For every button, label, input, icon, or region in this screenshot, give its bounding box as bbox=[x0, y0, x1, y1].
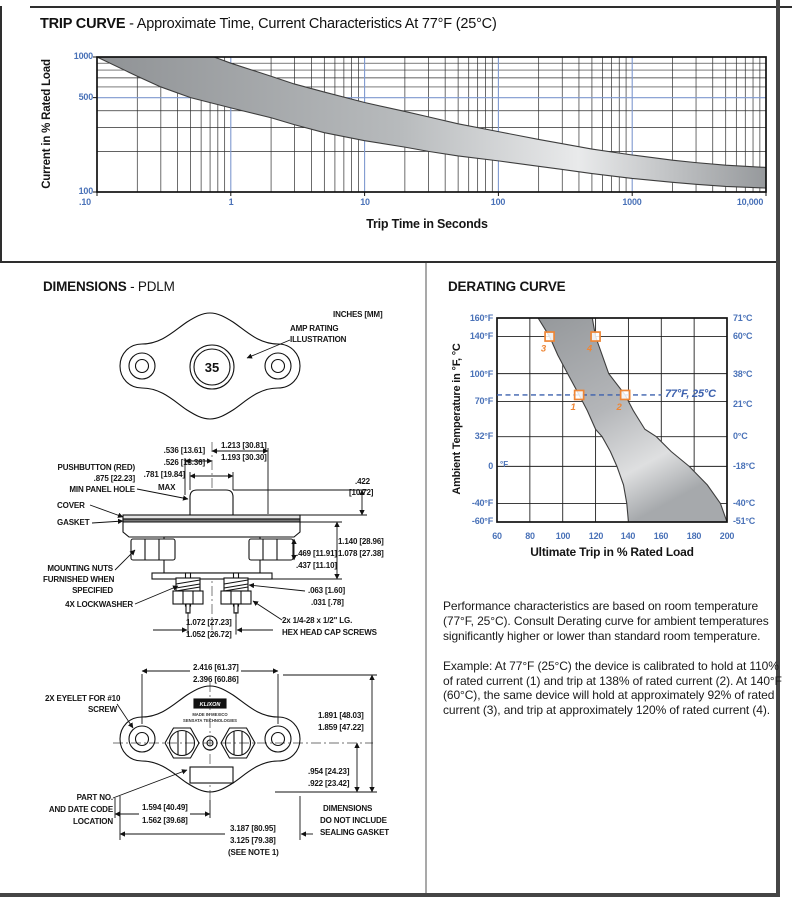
dim-1562: 1.562 [39.68] bbox=[142, 816, 188, 825]
trip-xtick-p1: .10 bbox=[79, 197, 91, 207]
dim-2396: 2.396 [60.86] bbox=[193, 675, 239, 684]
derating-plot bbox=[497, 318, 727, 522]
dim-781-max: MAX bbox=[158, 483, 176, 492]
trip-curve-title-rest: - Approximate Time, Current Characteristics At 77°F (25°C) bbox=[125, 16, 497, 32]
pushbutton-label-3: MIN PANEL HOLE bbox=[69, 485, 135, 494]
dimensions-header-rest: - PDLM bbox=[126, 279, 175, 294]
dim-031: .031 [.78] bbox=[311, 598, 344, 607]
top-border bbox=[30, 6, 792, 8]
der-ftick-32: 32°F bbox=[474, 431, 493, 441]
gasket-note-2: DO NOT INCLUDE bbox=[320, 816, 387, 825]
part-no-label-2: AND DATE CODE bbox=[48, 805, 113, 814]
dim-2416: 2.416 [61.37] bbox=[193, 663, 239, 672]
notes-paragraph-2: Example: At 77°F (25°C) the device is calibrated to hold at 110% of rated current (1) and trip at 138% of rated current (2). At 140°F (60°C), the same device will hold at approximately 92% of rated current (3), and trip at approximately 120% of rated current (4). bbox=[443, 658, 782, 718]
der-ftick-140: 140°F bbox=[469, 331, 493, 341]
bottom-view-drawing bbox=[113, 671, 377, 840]
part-no-label-3: LOCATION bbox=[73, 817, 113, 826]
svg-text:4: 4 bbox=[586, 343, 593, 355]
dim-922: .922 [23.42] bbox=[308, 779, 350, 788]
pushbutton-label-2: .875 [22.23] bbox=[93, 474, 135, 483]
der-ftick-70: 70°F bbox=[474, 396, 493, 406]
dim-422a: .422 bbox=[355, 477, 370, 486]
svg-text:2: 2 bbox=[616, 401, 622, 413]
screws-label-1: 2x 1/4-28 x 1/2" LG. bbox=[282, 616, 353, 625]
trip-curve-plot bbox=[93, 57, 766, 196]
der-xtick-120: 120 bbox=[588, 531, 604, 541]
svg-text:1: 1 bbox=[570, 401, 576, 413]
dim-1140: 1.140 [28.96] bbox=[338, 537, 384, 546]
bottom-right-eyelet bbox=[265, 726, 291, 752]
dim-954: .954 [24.23] bbox=[308, 767, 350, 776]
amp-rating-value: 35 bbox=[204, 360, 220, 375]
left-eyelet bbox=[129, 353, 155, 379]
dim-1078: 1.078 [27.38] bbox=[338, 549, 384, 558]
dim-536: .536 [13.61] bbox=[163, 446, 205, 455]
klixon-logo-text: KLIXON bbox=[199, 702, 221, 708]
der-ftick-0: 0 bbox=[488, 461, 493, 471]
der-xtick-80: 80 bbox=[525, 531, 535, 541]
dim-526: .526 [13.36] bbox=[163, 458, 205, 467]
pushbutton-label-1: PUSHBUTTON (RED) bbox=[57, 463, 135, 472]
dimensions-header-bold: DIMENSIONS bbox=[43, 279, 127, 294]
derating-y-axis-title: Ambient Temperature in °F, °C bbox=[451, 343, 463, 495]
dim-1052: 1.052 [26.72] bbox=[186, 630, 232, 639]
body-lower bbox=[164, 537, 260, 573]
mounting-nuts-label-3: SPECIFIED bbox=[72, 586, 113, 595]
bottom-left-eyelet bbox=[129, 726, 155, 752]
pushbutton bbox=[190, 490, 233, 515]
hex-nut-right bbox=[221, 591, 251, 604]
reference-line-label: 77°F, 25°C bbox=[665, 388, 716, 400]
section-divider bbox=[0, 261, 778, 263]
mounting-nut-left bbox=[131, 539, 175, 560]
cover-label: COVER bbox=[57, 501, 85, 510]
dim-422b: [10.72] bbox=[349, 488, 374, 497]
made-in-text: MADE IN MEXICO bbox=[192, 712, 228, 717]
terminal-stud-right bbox=[221, 573, 251, 613]
trip-xtick-10: 10 bbox=[360, 197, 370, 207]
trip-xtick-10000: 10,000 bbox=[736, 197, 764, 207]
dim-3125: 3.125 [79.38] bbox=[230, 836, 276, 845]
der-ctick-60: 60°C bbox=[733, 331, 753, 341]
amp-rating-label-1: AMP RATING bbox=[290, 324, 339, 333]
trip-xtick-1: 1 bbox=[228, 197, 234, 207]
der-ctick-m18: -18°C bbox=[733, 461, 756, 471]
see-note-label: (SEE NOTE 1) bbox=[228, 848, 279, 857]
dimensions-header bbox=[43, 279, 175, 294]
trip-ytick-1000: 1000 bbox=[73, 51, 93, 61]
der-xtick-200: 200 bbox=[719, 531, 735, 541]
gasket-label: GASKET bbox=[57, 518, 90, 527]
dim-1594: 1.594 [40.49] bbox=[142, 803, 188, 812]
der-ctick-38: 38°C bbox=[733, 369, 753, 379]
der-ftick-100: 100°F bbox=[469, 369, 493, 379]
der-ftick-m40: -40°F bbox=[471, 498, 493, 508]
part-number-box bbox=[190, 767, 233, 783]
terminal-stud-left bbox=[173, 573, 203, 613]
gasket-note-3: SEALING GASKET bbox=[320, 828, 390, 837]
dim-1072: 1.072 [27.23] bbox=[186, 618, 232, 627]
right-eyelet bbox=[265, 353, 291, 379]
dim-1193: 1.193 [30.30] bbox=[221, 453, 267, 462]
der-xtick-60: 60 bbox=[492, 531, 502, 541]
bottom-view-leaders bbox=[113, 704, 187, 798]
cover-plate bbox=[123, 515, 300, 519]
body-upper bbox=[123, 522, 300, 537]
amp-rating-label-2: ILLUSTRATION bbox=[290, 335, 347, 344]
derating-header-bold: DERATING CURVE bbox=[448, 279, 566, 294]
mounting-nuts-label-2: FURNISHED WHEN bbox=[43, 575, 115, 584]
notes-block bbox=[443, 599, 783, 733]
der-xtick-160: 160 bbox=[653, 531, 669, 541]
screws-label-2: HEX HEAD CAP SCREWS bbox=[282, 628, 377, 637]
bottom-view-dimension-lines bbox=[115, 671, 377, 840]
dim-3187: 3.187 [80.95] bbox=[230, 824, 276, 833]
lockwasher-label: 4X LOCKWASHER bbox=[65, 600, 133, 609]
derating-header bbox=[448, 279, 565, 294]
units-note: INCHES [MM] bbox=[333, 310, 383, 319]
notes-paragraph-1: Performance characteristics are based on room temperature (77°F, 25°C). Consult Derating curve for ambient temperatures significantly higher or lower than standard room temperature. bbox=[443, 599, 769, 643]
der-ctick-71: 71°C bbox=[733, 313, 753, 323]
hex-nut-left bbox=[173, 591, 203, 604]
trip-ytick-100: 100 bbox=[78, 186, 93, 196]
dim-437: .437 [11.10] bbox=[296, 561, 337, 570]
dim-063: .063 [1.60] bbox=[308, 586, 346, 595]
dim-1859: 1.859 [47.22] bbox=[318, 723, 364, 732]
mounting-nut-right bbox=[249, 539, 293, 560]
brand-text: SENSATA TECHNOLOGIES bbox=[183, 718, 237, 723]
der-xtick-140: 140 bbox=[620, 531, 636, 541]
der-xtick-180: 180 bbox=[686, 531, 702, 541]
trip-y-axis-title: Current in % Rated Load bbox=[41, 59, 53, 189]
svg-text:3: 3 bbox=[540, 343, 547, 355]
eyelet-label-1: 2X EYELET FOR #10 bbox=[45, 694, 121, 703]
der-ftick-m60: -60°F bbox=[471, 516, 493, 526]
dim-781: .781 [19.84] bbox=[143, 470, 185, 479]
der-ctick-0: 0°C bbox=[733, 431, 748, 441]
dim-1891: 1.891 [48.03] bbox=[318, 711, 364, 720]
base-plate bbox=[152, 573, 272, 579]
left-border bbox=[0, 6, 2, 262]
dim-1213: 1.213 [30.81] bbox=[221, 441, 267, 450]
der-ctick-m40: -40°C bbox=[733, 498, 756, 508]
der-ftick-160: 160°F bbox=[469, 313, 493, 323]
trip-x-axis-title: Trip Time in Seconds bbox=[366, 217, 488, 231]
trip-xtick-1000: 1000 bbox=[622, 197, 642, 207]
trip-xtick-100: 100 bbox=[490, 197, 506, 207]
gasket-note-1: DIMENSIONS bbox=[323, 804, 373, 813]
bottom-border bbox=[0, 893, 780, 897]
der-ctick-m51: -51°C bbox=[733, 516, 756, 526]
trip-curve-title-bold: TRIP CURVE bbox=[40, 16, 126, 32]
der-ctick-21: 21°C bbox=[733, 399, 753, 409]
eyelet-label-2: SCREW bbox=[87, 705, 117, 714]
part-no-label-1: PART NO. bbox=[76, 793, 113, 802]
der-xtick-100: 100 bbox=[555, 531, 571, 541]
dim-469: .469 [11.91] bbox=[296, 549, 337, 558]
derating-x-axis-title: Ultimate Trip in % Rated Load bbox=[530, 545, 694, 559]
der-zero-f-suffix: °F bbox=[500, 460, 509, 469]
trip-ytick-500: 500 bbox=[78, 92, 93, 102]
trip-curve-title bbox=[40, 16, 497, 32]
mounting-nuts-label-1: MOUNTING NUTS bbox=[47, 564, 113, 573]
